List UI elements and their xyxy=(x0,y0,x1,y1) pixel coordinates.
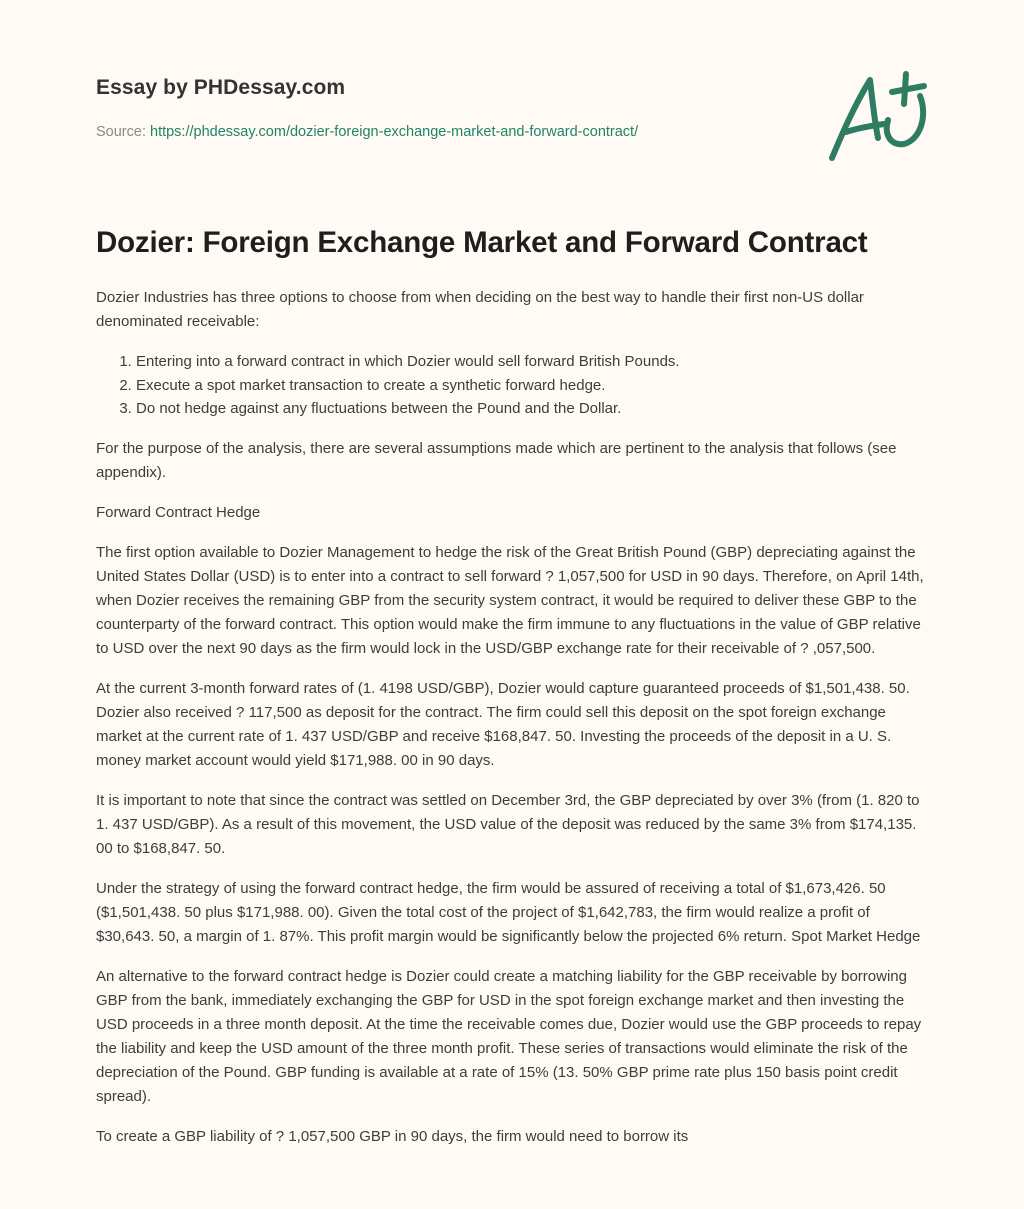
body-paragraph: It is important to note that since the contract was settled on December 3rd, the GBP depreciated by over 3% (from (1. 820 to 1. 437 USD/GBP). As a result of this movement, the USD value of the deposit was reduced by the same 3% from $174,135. 00 to $168,847. 50. xyxy=(96,791,920,857)
document-title: Dozier: Foreign Exchange Market and Forward Contract xyxy=(96,226,868,259)
body-paragraph: Under the strategy of using the forward contract hedge, the firm would be assured of receiving a total of $1,673,426. 50 ($1,501,438. 50 plus $171,988. 00). Given the total cost of the project of $1,642,783, the firm would realize a profit of $30,643. 50, a margin of 1. 87%. This profit margin would be significantly below the projected 6% return. Spot Market Hedge xyxy=(96,879,921,945)
option-item: 3. Do not hedge against any fluctuations between the Pound and the Dollar. xyxy=(136,397,930,421)
option-item: 1. Entering into a forward contract in which Dozier would sell forward British Pounds. xyxy=(136,350,930,374)
site-title: Essay by PHDessay.com xyxy=(96,76,346,99)
essay-body xyxy=(96,286,930,1165)
body-paragraph: At the current 3-month forward rates of (1. 4198 USD/GBP), Dozier would capture guaranteed proceeds of $1,501,438. 50. Dozier also received ? 117,500 as deposit for the contract. The firm could sell this deposit on the spot foreign exchange market at the current rate of 1. 437 USD/GBP and receive $168,847. 50. Investing the proceeds of the deposit in a U. S. money market account would yield $171,988. 00 in 90 days. xyxy=(96,679,910,769)
body-paragraph: The first option available to Dozier Management to hedge the risk of the Great British Pound (GBP) depreciating against the United States Dollar (USD) is to enter into a contract to sell forward ? 1,057,500 for USD in 90 days. Therefore, on April 14th, when Dozier receives the remaining GBP from the security system contract, it would be required to deliver these GBP to the counterparty of the forward contract. This option would make the firm immune to any fluctuations in the value of GBP relative to USD over the next 90 days as the firm would lock in the USD/GBP exchange rate for their receivable of ? ,057,500. xyxy=(96,543,924,657)
assumptions-paragraph: For the purpose of the analysis, there are several assumptions made which are pertinent to the analysis that follows (see appendix). xyxy=(96,439,897,481)
intro-paragraph: Dozier Industries has three options to choose from when deciding on the best way to handle their first non-US dollar denominated receivable: xyxy=(96,289,864,330)
body-paragraph: An alternative to the forward contract hedge is Dozier could create a matching liability for the GBP receivable by borrowing GBP from the bank, immediately exchanging the GBP for USD in the spot foreign exchange market and then investing the USD proceeds in a three month deposit. At the time the receivable comes due, Dozier would use the GBP proceeds to repay the liability and keep the USD amount of the three month profit. These series of transactions would eliminate the risk of the depreciation of the Pound. GBP funding is available at a rate of 15% (13. 50% GBP prime rate plus 150 basis point credit spread). xyxy=(96,967,922,1105)
options-list xyxy=(96,350,930,421)
source-line xyxy=(96,124,638,140)
site-header xyxy=(96,0,930,200)
body-paragraph: To create a GBP liability of ? 1,057,500 GBP in 90 days, the firm would need to borrow its xyxy=(96,1127,689,1145)
a-plus-logo-icon xyxy=(824,66,928,166)
section-heading: Forward Contract Hedge xyxy=(96,503,261,521)
option-item: 2. Execute a spot market transaction to create a synthetic forward hedge. xyxy=(136,374,930,398)
source-label: Source: xyxy=(96,124,150,140)
source-link[interactable]: https://phdessay.com/dozier-foreign-exchange-market-and-forward-contract/ xyxy=(150,124,639,140)
essay-page xyxy=(96,0,930,1145)
